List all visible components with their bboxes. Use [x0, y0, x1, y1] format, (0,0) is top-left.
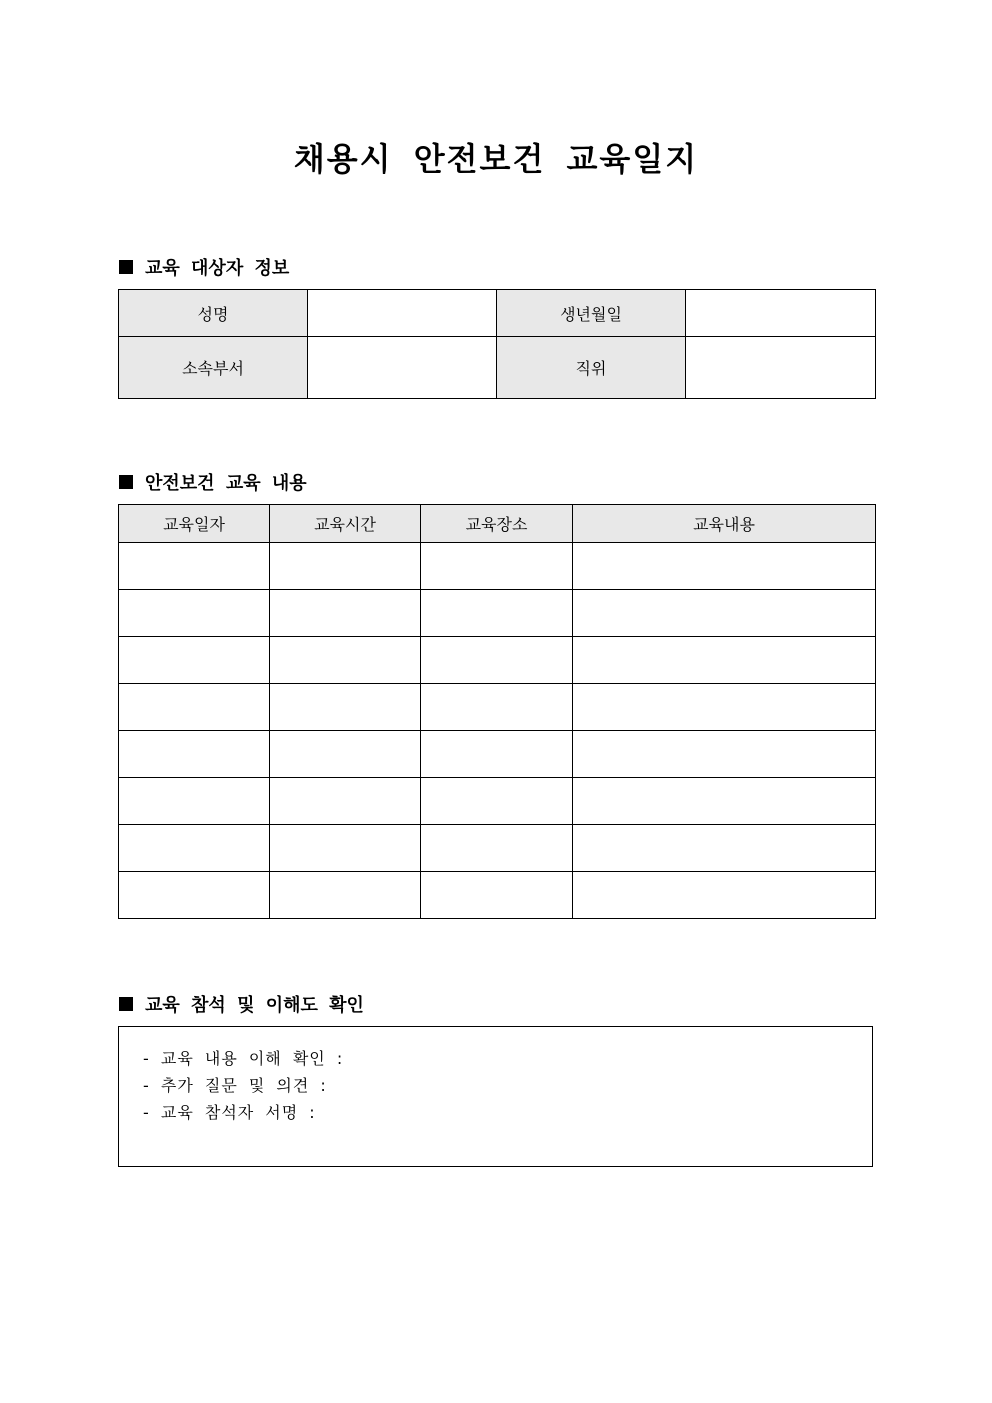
square-bullet-icon	[119, 997, 133, 1011]
table-row	[119, 731, 876, 778]
place-cell[interactable]	[421, 778, 573, 825]
table-row	[119, 825, 876, 872]
department-field[interactable]	[308, 337, 497, 399]
square-bullet-icon	[119, 475, 133, 489]
date-cell[interactable]	[119, 825, 270, 872]
position-label: 직위	[497, 337, 686, 399]
date-cell[interactable]	[119, 590, 270, 637]
time-cell[interactable]	[270, 731, 421, 778]
content-cell[interactable]	[573, 684, 876, 731]
table-header-row	[119, 505, 876, 543]
table-row	[119, 872, 876, 919]
square-bullet-icon	[119, 260, 133, 274]
content-cell[interactable]	[573, 543, 876, 590]
section-heading-text: 교육 참석 및 이해도 확인	[145, 995, 364, 1016]
section-heading-attendance-confirmation	[119, 991, 364, 1017]
time-cell[interactable]	[270, 637, 421, 684]
content-cell[interactable]	[573, 637, 876, 684]
name-field[interactable]	[308, 290, 497, 337]
table-row	[119, 590, 876, 637]
time-cell[interactable]	[270, 684, 421, 731]
time-cell[interactable]	[270, 590, 421, 637]
position-field[interactable]	[686, 337, 876, 399]
place-cell[interactable]	[421, 872, 573, 919]
document-title: 채용시 안전보건 교육일지	[293, 140, 699, 178]
place-cell[interactable]	[421, 825, 573, 872]
date-cell[interactable]	[119, 543, 270, 590]
column-header-place: 교육장소	[421, 505, 573, 543]
table-row	[119, 684, 876, 731]
place-cell[interactable]	[421, 637, 573, 684]
birthdate-field[interactable]	[686, 290, 876, 337]
table-row	[119, 337, 876, 399]
trainee-info-table	[118, 289, 876, 399]
time-cell[interactable]	[270, 543, 421, 590]
column-header-time: 교육시간	[270, 505, 421, 543]
birthdate-label: 생년월일	[497, 290, 686, 337]
place-cell[interactable]	[421, 731, 573, 778]
date-cell[interactable]	[119, 637, 270, 684]
table-row	[119, 543, 876, 590]
attendee-signature-line[interactable]: - 교육 참석자 서명 :	[143, 1103, 316, 1122]
place-cell[interactable]	[421, 684, 573, 731]
table-row	[119, 290, 876, 337]
attendance-confirmation-box	[118, 1026, 873, 1167]
section-heading-training-content	[119, 469, 307, 495]
table-row	[119, 778, 876, 825]
date-cell[interactable]	[119, 731, 270, 778]
column-header-content: 교육내용	[573, 505, 876, 543]
time-cell[interactable]	[270, 825, 421, 872]
date-cell[interactable]	[119, 684, 270, 731]
place-cell[interactable]	[421, 590, 573, 637]
name-label: 성명	[119, 290, 308, 337]
department-label: 소속부서	[119, 337, 308, 399]
training-content-table	[118, 504, 876, 919]
content-cell[interactable]	[573, 778, 876, 825]
content-cell[interactable]	[573, 590, 876, 637]
content-cell[interactable]	[573, 872, 876, 919]
content-cell[interactable]	[573, 731, 876, 778]
table-row	[119, 637, 876, 684]
content-cell[interactable]	[573, 825, 876, 872]
column-header-date: 교육일자	[119, 505, 270, 543]
section-heading-text: 교육 대상자 정보	[145, 258, 290, 279]
section-heading-text: 안전보건 교육 내용	[145, 473, 307, 494]
date-cell[interactable]	[119, 778, 270, 825]
place-cell[interactable]	[421, 543, 573, 590]
date-cell[interactable]	[119, 872, 270, 919]
section-heading-trainee-info	[119, 254, 289, 280]
time-cell[interactable]	[270, 872, 421, 919]
questions-opinions-line[interactable]: - 추가 질문 및 의견 :	[143, 1076, 327, 1095]
understanding-confirmation-line[interactable]: - 교육 내용 이해 확인 :	[143, 1049, 344, 1068]
time-cell[interactable]	[270, 778, 421, 825]
